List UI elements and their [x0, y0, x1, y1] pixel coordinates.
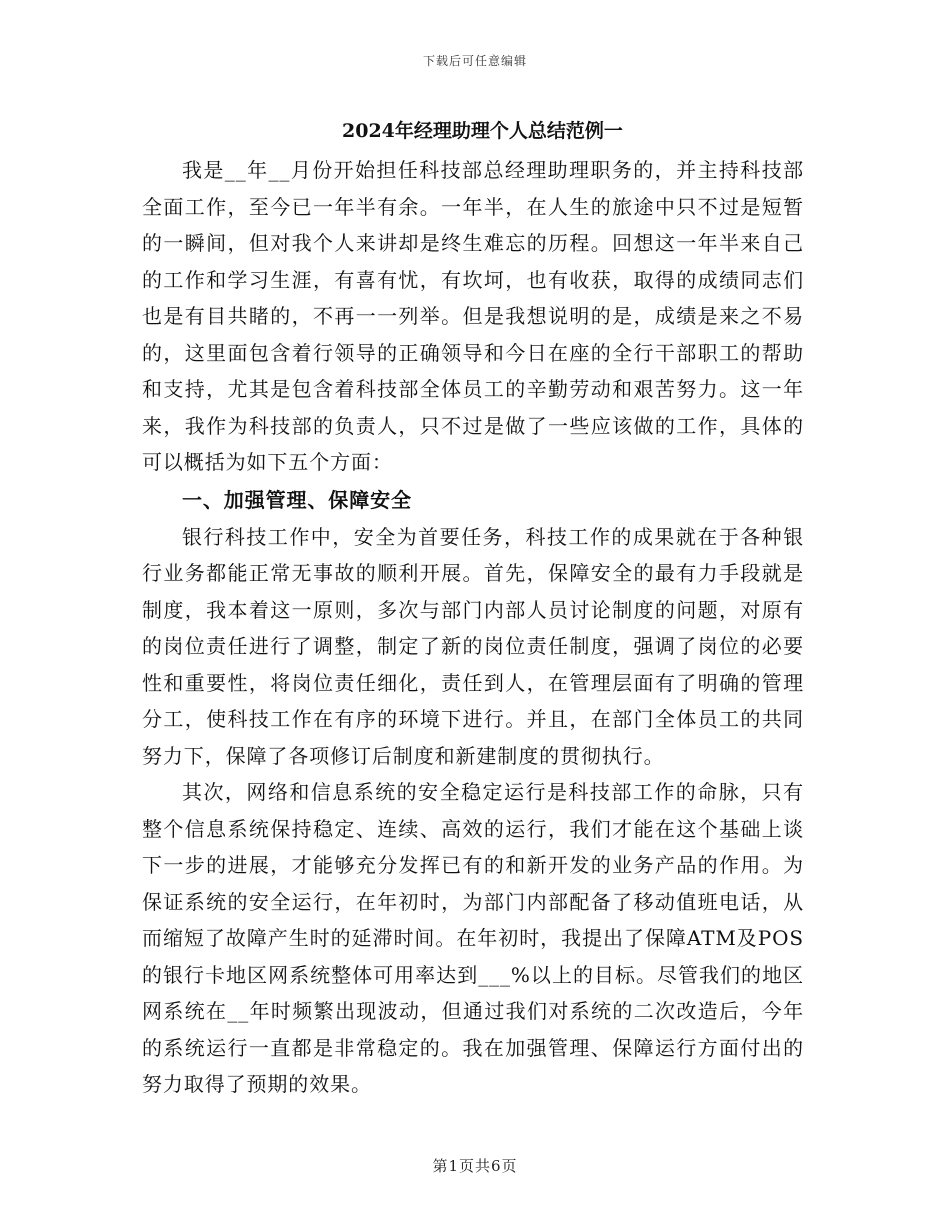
section-heading: 一、加强管理、保障安全 — [182, 487, 412, 512]
intro-paragraph: 我是__年__月份开始担任科技部总经理助理职务的，并主持科技部全面工作，至今已一年半有余。一年半，在人生的旅途中只不过是短暂的一瞬间，但对我个人来讲却是终生难忘的历程。回想这一年半来自己的工作和学习生涯，有喜有忧，有坎坷，也有收获，取得的成绩同志们也是有目共睹的，不再一一列举。但是我想说明的是，成绩是来之不易的，这里面包含着行领导的正确领导和今日在座的全行干部职工的帮助和支持，尤其是包含着科技部全体员工的辛勤劳动和艰苦努力。这一年来，我作为科技部的负责人，只不过是做了一些应该做的工作，具体的可以概括为如下五个方面： — [142, 158, 804, 474]
page-footer: 第1页共6页 — [432, 1157, 518, 1175]
body-paragraph-2: 其次，网络和信息系统的安全稳定运行是科技部工作的命脉，只有整个信息系统保持稳定、连续、高效的运行，我们才能在这个基础上谈下一步的进展，才能够充分发挥已有的和新开发的业务产品的作用。为保证系统的安全运行，在年初时，为部门内部配备了移动值班电话，从而缩短了故障产生时的延滞时间。在年初时，我提出了保障ATM及POS的银行卡地区网系统整体可用率达到___%以上的目标。尽管我们的地区网系统在__年时频繁出现波动，但通过我们对系统的二次改造后，今年的系统运行一直都是非常稳定的。我在加强管理、保障运行方面付出的努力取得了预期的效果。 — [142, 780, 804, 1096]
body-paragraph-1: 银行科技工作中，安全为首要任务，科技工作的成果就在于各种银行业务都能正常无事故的顺利开展。首先，保障安全的最有力手段就是制度，我本着这一原则，多次与部门内部人员讨论制度的问题，对原有的岗位责任进行了调整，制定了新的岗位责任制度，强调了岗位的必要性和重要性，将岗位责任细化，责任到人，在管理层面有了明确的管理分工，使科技工作在有序的环境下进行。并且，在部门全体员工的共同努力下，保障了各项修订后制度和新建制度的贯彻执行。 — [142, 524, 804, 768]
header-note: 下载后可任意编辑 — [422, 54, 527, 68]
document-body — [142, 112, 804, 1103]
document-title: 2024年经理助理个人总结范例一 — [342, 120, 623, 142]
